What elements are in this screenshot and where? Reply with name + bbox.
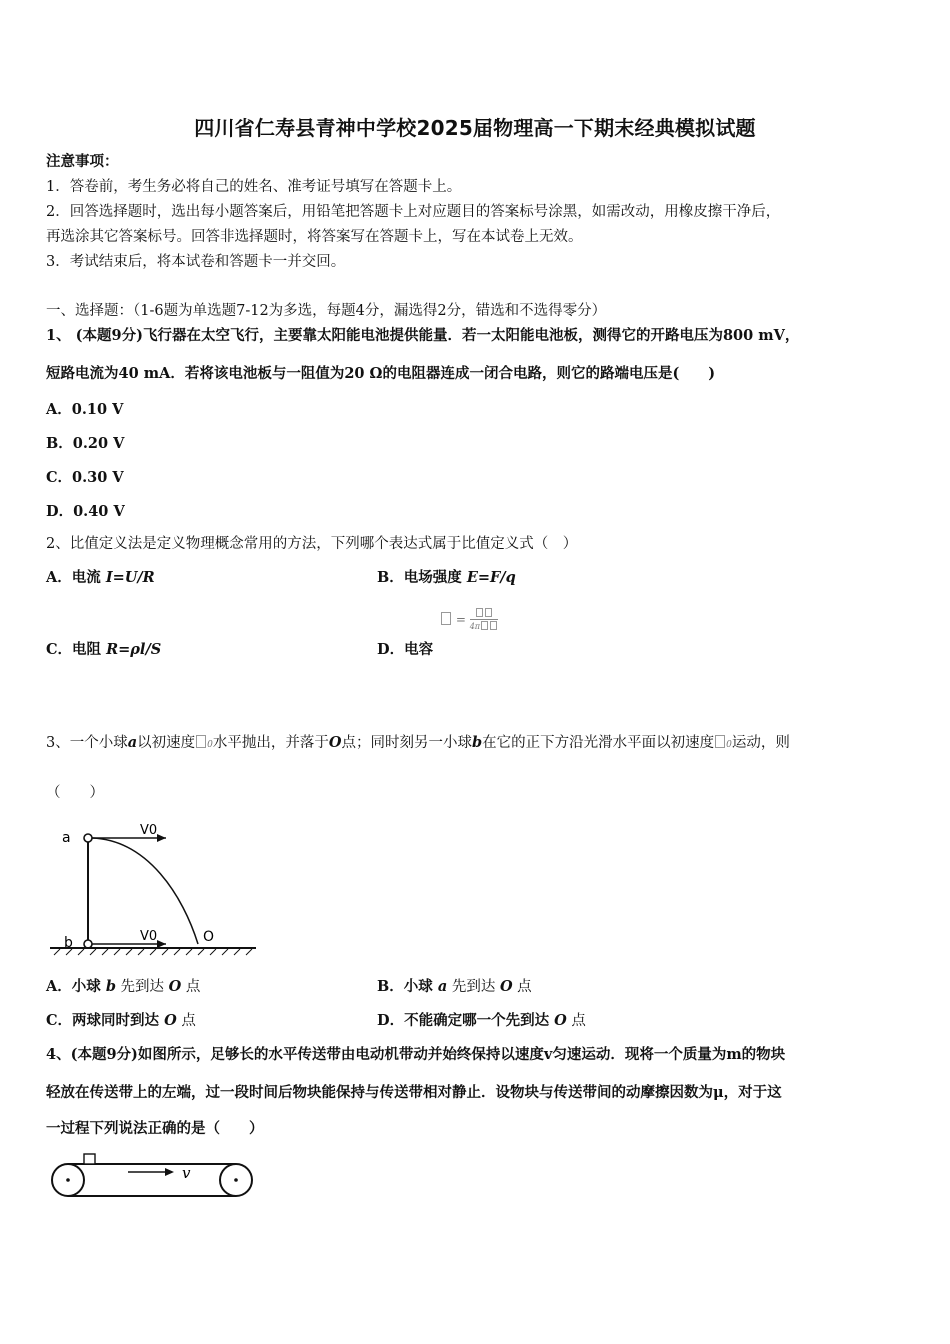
q2-option-c: C．电阻 R=ρl/S [46, 641, 162, 658]
q3-option-c: C．两球同时到达 O 点 [46, 1012, 196, 1029]
notice-item: 2．回答选择题时，选出每小题答案后，用铅笔把答题卡上对应题目的答案标号涂黑，如需改动，用橡皮擦干净后， [46, 204, 781, 220]
label-v: v [182, 1164, 191, 1182]
page-title: 四川省仁寿县青神中学校2025届物理高一下期末经典模拟试题 [194, 116, 756, 140]
label-v0-bottom: V0 [140, 929, 158, 944]
section-heading: 一、选择题：（1-6题为单选题7-12为多选，每题4分，漏选得2分，错选和不选得零分） [46, 303, 607, 319]
conveyor-figure [46, 1150, 260, 1202]
q2-option-b: B．电场强度 E=F/q [377, 569, 516, 586]
question-2-stem: 2、比值定义法是定义物理概念常用的方法，下列哪个表达式属于比值定义式（ ） [46, 536, 578, 552]
q3-option-a: A．小球 b 先到达 O 点 [46, 978, 201, 995]
ball-b [84, 940, 92, 948]
notice-heading: 注意事项： [46, 153, 119, 170]
q1-option-a: A．0.10 V [46, 401, 124, 418]
question-4-line3: 一过程下列说法正确的是（ ） [46, 1120, 264, 1137]
q2-option-a: A．电流 I=U/R [46, 569, 155, 586]
capacitance-formula: = 4π [440, 608, 498, 632]
label-o: O [203, 929, 215, 945]
label-b: b [64, 935, 73, 951]
q1-option-d: D．0.40 V [46, 503, 125, 520]
question-3-paren: （ ） [46, 785, 104, 801]
label-v0-top: V0 [140, 823, 158, 838]
question-4-line1: 4、(本题9分)如图所示，足够长的水平传送带由电动机带动并始终保持以速度v匀速运动．现将一个质量为m的物块 [46, 1046, 786, 1063]
q3-option-d: D．不能确定哪一个先到达 O 点 [377, 1012, 586, 1029]
question-1-line2: 短路电流为40 mA．若将该电池板与一阻值为20 Ω的电阻器连成一闭合电路，则它的路端电压是( ) [46, 365, 716, 382]
q3-option-b: B．小球 a 先到达 O 点 [377, 978, 532, 995]
q1-option-c: C．0.30 V [46, 469, 124, 486]
notice-item: 3．考试结束后，将本试卷和答题卡一并交回。 [46, 254, 346, 270]
q2-option-d: D．电容 [377, 641, 434, 658]
ball-a [84, 834, 92, 842]
question-3-stem: 3、一个小球a以初速度 0水平抛出，并落于O点；同时刻另一小球b在它的正下方沿光滑水平面以初速度 0运动，则 [46, 734, 790, 751]
label-a: a [62, 830, 71, 846]
notice-item: 再选涂其它答案标号。回答非选择题时，将答案写在答题卡上，写在本试卷上无效。 [46, 229, 583, 245]
question-4-line2: 轻放在传送带上的左端，过一段时间后物块能保持与传送带相对静止．设物块与传送带间的动摩擦因数为μ，对于这 [46, 1084, 782, 1101]
q1-option-b: B．0.20 V [46, 435, 125, 452]
block [84, 1154, 95, 1164]
notice-item: 1．答卷前，考生务必将自己的姓名、准考证号填写在答题卡上。 [46, 179, 462, 195]
question-1-line1: 1、 (本题9分)飞行器在太空飞行，主要靠太阳能电池提供能量．若一太阳能电池板，测得它的开路电压为800 mV， [46, 327, 800, 344]
projectile-figure [48, 816, 260, 961]
